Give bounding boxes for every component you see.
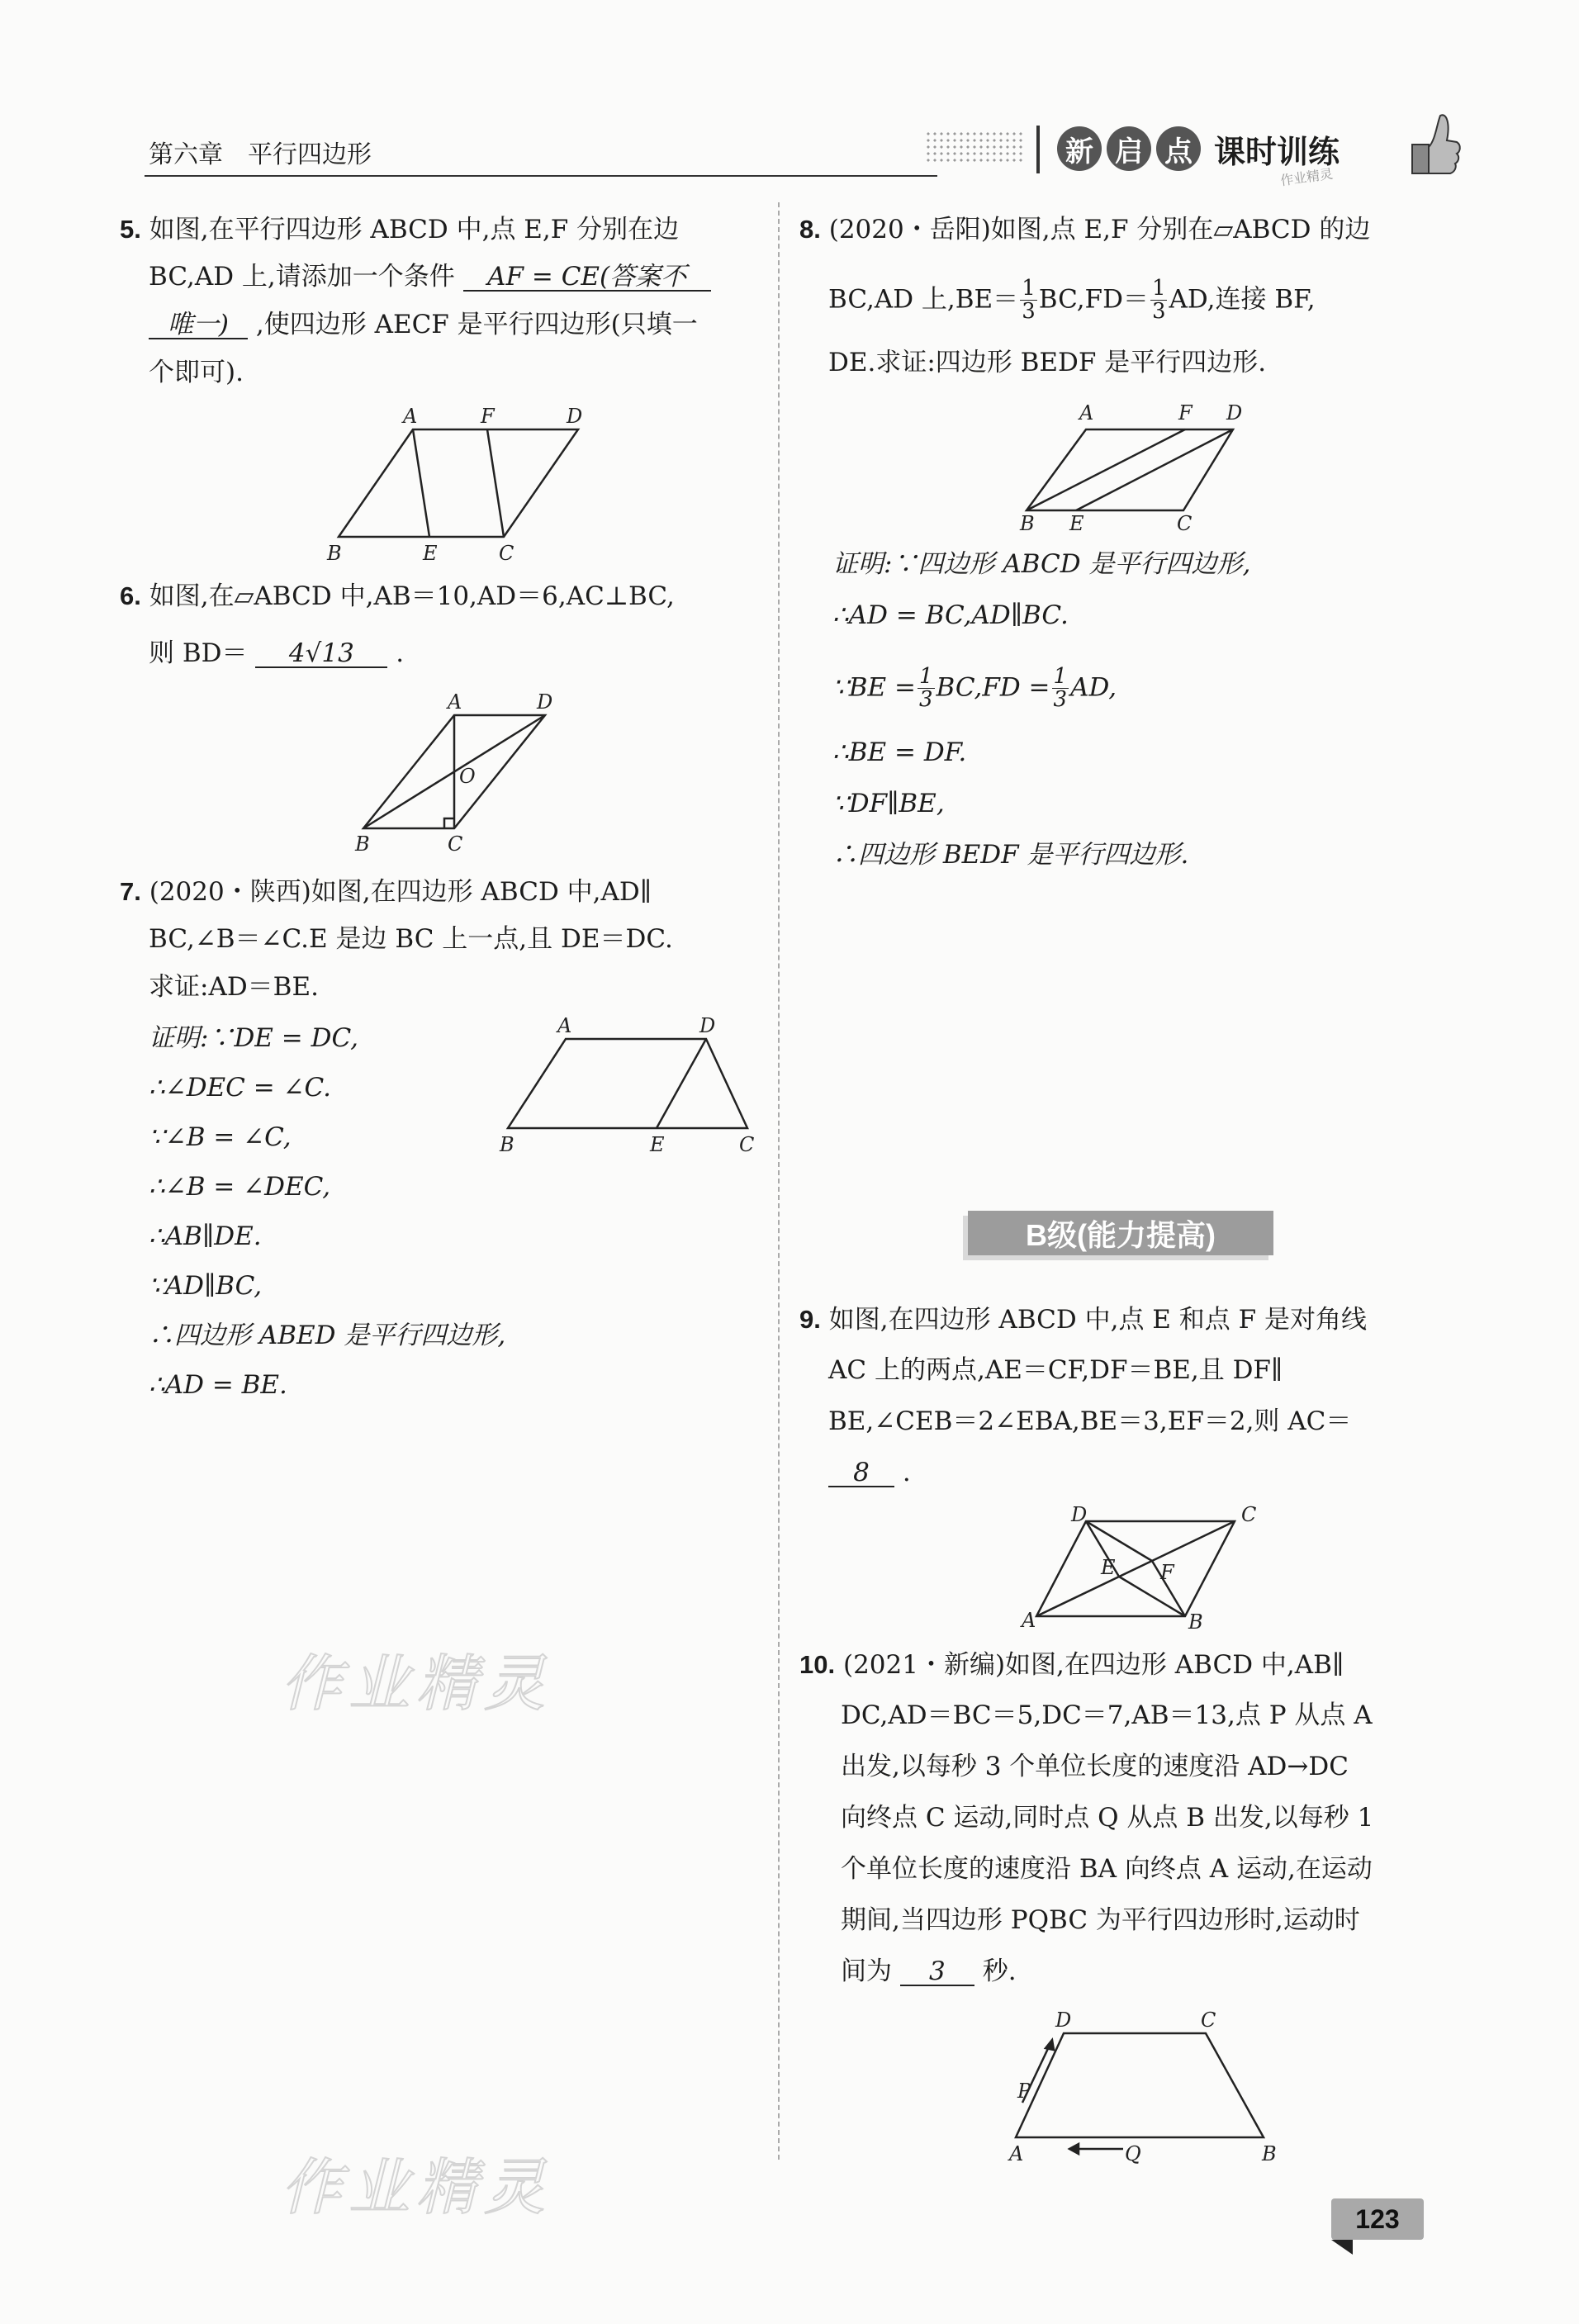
arrowhead-icon	[1069, 2144, 1079, 2154]
label-q: Q	[1125, 2142, 1141, 2165]
answer-blank: AF = CE(答案不	[463, 264, 711, 292]
watermark: 作业精灵	[281, 1648, 552, 1719]
question-text: 个单位长度的速度沿 BA 向终点 A 运动,在运动	[841, 1854, 1373, 1884]
chapter-title: 第六章 平行四边形	[149, 140, 372, 169]
label-c: C	[499, 542, 514, 565]
figure-q6	[347, 684, 562, 866]
question-text: 如图,在平行四边形 ABCD 中,点 E,F 分别在边	[149, 215, 680, 244]
label-d: D	[699, 1014, 716, 1037]
question-text: 向终点 C 运动,同时点 Q 从点 B 出发,以每秒 1	[841, 1803, 1374, 1833]
proof-line: ∵DF∥BE,	[832, 789, 945, 818]
figure-q5	[322, 405, 595, 570]
figure-q9	[1012, 1505, 1276, 1637]
section-b-heading: B级(能力提高)	[968, 1211, 1273, 1255]
brand-circle-1: 新	[1057, 126, 1102, 171]
label-d: D	[1226, 401, 1243, 424]
label-b: B	[1020, 512, 1035, 535]
label-a: A	[1022, 1609, 1036, 1632]
label-b: B	[500, 1133, 514, 1156]
label-b: B	[355, 832, 370, 856]
header-divider	[1036, 126, 1040, 173]
label-c: C	[1177, 512, 1193, 535]
label-b: B	[1262, 2142, 1277, 2165]
question-text: (2020・陕西)如图,在四边形 ABCD 中,AD∥	[149, 877, 652, 907]
label-p: P	[1017, 2080, 1031, 2103]
label-a: A	[1009, 2142, 1024, 2165]
fraction: $\frac{1}{3}$	[918, 664, 933, 713]
figure-q7	[491, 1014, 764, 1163]
proof-line: ∴AD = BE.	[149, 1370, 287, 1400]
segment-bf	[1027, 429, 1185, 510]
page-number-tab	[1331, 2198, 1424, 2240]
trapezoid-abcd	[508, 1039, 747, 1128]
segment-ae	[413, 429, 429, 537]
question-text: (2021・新编)如图,在四边形 ABCD 中,AB∥	[842, 1650, 1344, 1680]
diagonal-ac	[1036, 1521, 1235, 1616]
question-number: 7.	[120, 877, 141, 906]
proof-line: ∵AD∥BC,	[149, 1271, 263, 1301]
label-d: D	[1055, 2009, 1072, 2032]
column-divider	[778, 202, 780, 2160]
brand-logo	[1057, 124, 1340, 173]
answer-blank: 3	[900, 1959, 974, 1986]
arrowhead-icon	[1046, 2040, 1054, 2050]
question-text: BC,∠B＝∠C.E 是边 BC 上一点,且 DE＝DC.	[149, 924, 673, 954]
proof-line: ∴四边形 BEDF 是平行四边形.	[832, 840, 1189, 870]
question-number: 8.	[799, 215, 821, 244]
proof-line: 证明:∵四边形 ABCD 是平行四边形,	[832, 549, 1251, 579]
question-text: 求证:AD＝BE.	[149, 972, 319, 1002]
label-c: C	[739, 1133, 755, 1156]
page-header	[116, 124, 1453, 190]
header-rule	[145, 175, 937, 177]
label-a: A	[1079, 401, 1094, 424]
label-a: A	[557, 1014, 572, 1037]
proof-line: 证明:∵DE = DC,	[149, 1023, 358, 1053]
label-f: F	[1160, 1561, 1174, 1584]
question-text: 如图,在四边形 ABCD 中,点 E 和点 F 是对角线	[828, 1305, 1368, 1335]
question-text: ,使四边形 AECF 是平行四边形(只填一	[255, 310, 698, 339]
brand-circle-3: 点	[1156, 126, 1201, 171]
question-text: DE.求证:四边形 BEDF 是平行四边形.	[828, 348, 1267, 377]
answer-blank: 唯一)	[149, 312, 248, 339]
label-e: E	[1069, 512, 1084, 535]
proof-line: ∵∠B = ∠C,	[149, 1122, 292, 1152]
proof-line: ∴∠DEC = ∠C.	[149, 1073, 332, 1103]
segment-de	[1076, 429, 1233, 510]
fraction: $\frac{1}{3}$	[1022, 276, 1036, 325]
dot-pattern	[925, 130, 1024, 164]
segment-df	[1086, 1521, 1152, 1561]
question-number: 9.	[799, 1305, 821, 1334]
segment-fc	[487, 429, 504, 537]
label-e: E	[423, 542, 438, 565]
label-d: D	[567, 405, 583, 428]
page-number: 123	[1355, 2203, 1400, 2234]
proof-line: ∴∠B = ∠DEC,	[149, 1172, 331, 1202]
brand-suffix: 课时训练	[1214, 133, 1340, 170]
proof-line: ∴BE = DF.	[832, 738, 967, 767]
badge-stamp: 作业精灵	[1279, 165, 1335, 189]
question-text: BE,∠CEB＝2∠EBA,BE＝3,EF＝2,则 AC＝	[828, 1406, 1352, 1436]
label-c: C	[1241, 1505, 1257, 1526]
label-e: E	[1101, 1556, 1116, 1579]
question-number: 10.	[799, 1650, 836, 1679]
question-text: 则 BD＝	[149, 638, 248, 668]
watermark: 作业精灵	[281, 2152, 552, 2223]
question-text: 个即可).	[149, 358, 244, 387]
label-b: B	[327, 542, 342, 565]
question-text: BC,AD 上,请添加一个条件	[149, 262, 455, 292]
label-a: A	[403, 405, 418, 428]
label-a: A	[448, 690, 462, 714]
right-angle-mark	[444, 818, 454, 828]
question-number: 5.	[120, 215, 141, 244]
label-c: C	[1201, 2009, 1216, 2032]
question-text: 如图,在▱ABCD 中,AB＝10,AD＝6,AC⊥BC,	[149, 581, 675, 611]
fraction: $\frac{1}{3}$	[1151, 276, 1166, 325]
label-f: F	[1178, 401, 1193, 424]
label-b: B	[1188, 1610, 1203, 1634]
label-d: D	[1071, 1505, 1088, 1526]
figure-q8	[1012, 395, 1284, 535]
proof-line: ∵BE = $\frac{1}{3}$ BC,FD = $\frac{1}{3}$ AD,	[832, 664, 1117, 713]
proof-line: ∴AB∥DE.	[149, 1221, 262, 1251]
segment-be	[1119, 1577, 1185, 1616]
segment-de	[657, 1039, 706, 1128]
parallelogram-abcd	[339, 429, 578, 537]
proof-line: ∴四边形 ABED 是平行四边形,	[149, 1321, 506, 1350]
question-number: 6.	[120, 581, 141, 610]
question-text: DC,AD＝BC＝5,DC＝7,AB＝13,点 P 从点 A	[841, 1700, 1373, 1730]
question-text: 出发,以每秒 3 个单位长度的速度沿 AD→DC	[841, 1752, 1349, 1781]
question-text: (2020・岳阳)如图,点 E,F 分别在▱ABCD 的边	[828, 215, 1371, 244]
fraction: $\frac{1}{3}$	[1053, 664, 1068, 713]
label-f: F	[481, 405, 495, 428]
answer-blank: 8	[828, 1460, 894, 1487]
question-text: 期间,当四边形 PQBC 为平行四边形时,运动时	[841, 1905, 1360, 1935]
figure-q10	[999, 1999, 1280, 2172]
brand-circle-2: 启	[1107, 126, 1151, 171]
label-c: C	[448, 832, 463, 856]
label-e: E	[650, 1133, 665, 1156]
page-tab-corner	[1331, 2240, 1353, 2255]
thumbs-up-icon	[1404, 107, 1462, 182]
answer-blank: 4√13	[255, 641, 387, 668]
label-o: O	[459, 765, 476, 788]
parallelogram-abcd	[1027, 429, 1233, 510]
proof-line: ∴AD = BC,AD∥BC.	[832, 600, 1069, 630]
label-d: D	[537, 690, 553, 714]
question-text: AC 上的两点,AE＝CF,DF＝BE,且 DF∥	[828, 1355, 1283, 1385]
